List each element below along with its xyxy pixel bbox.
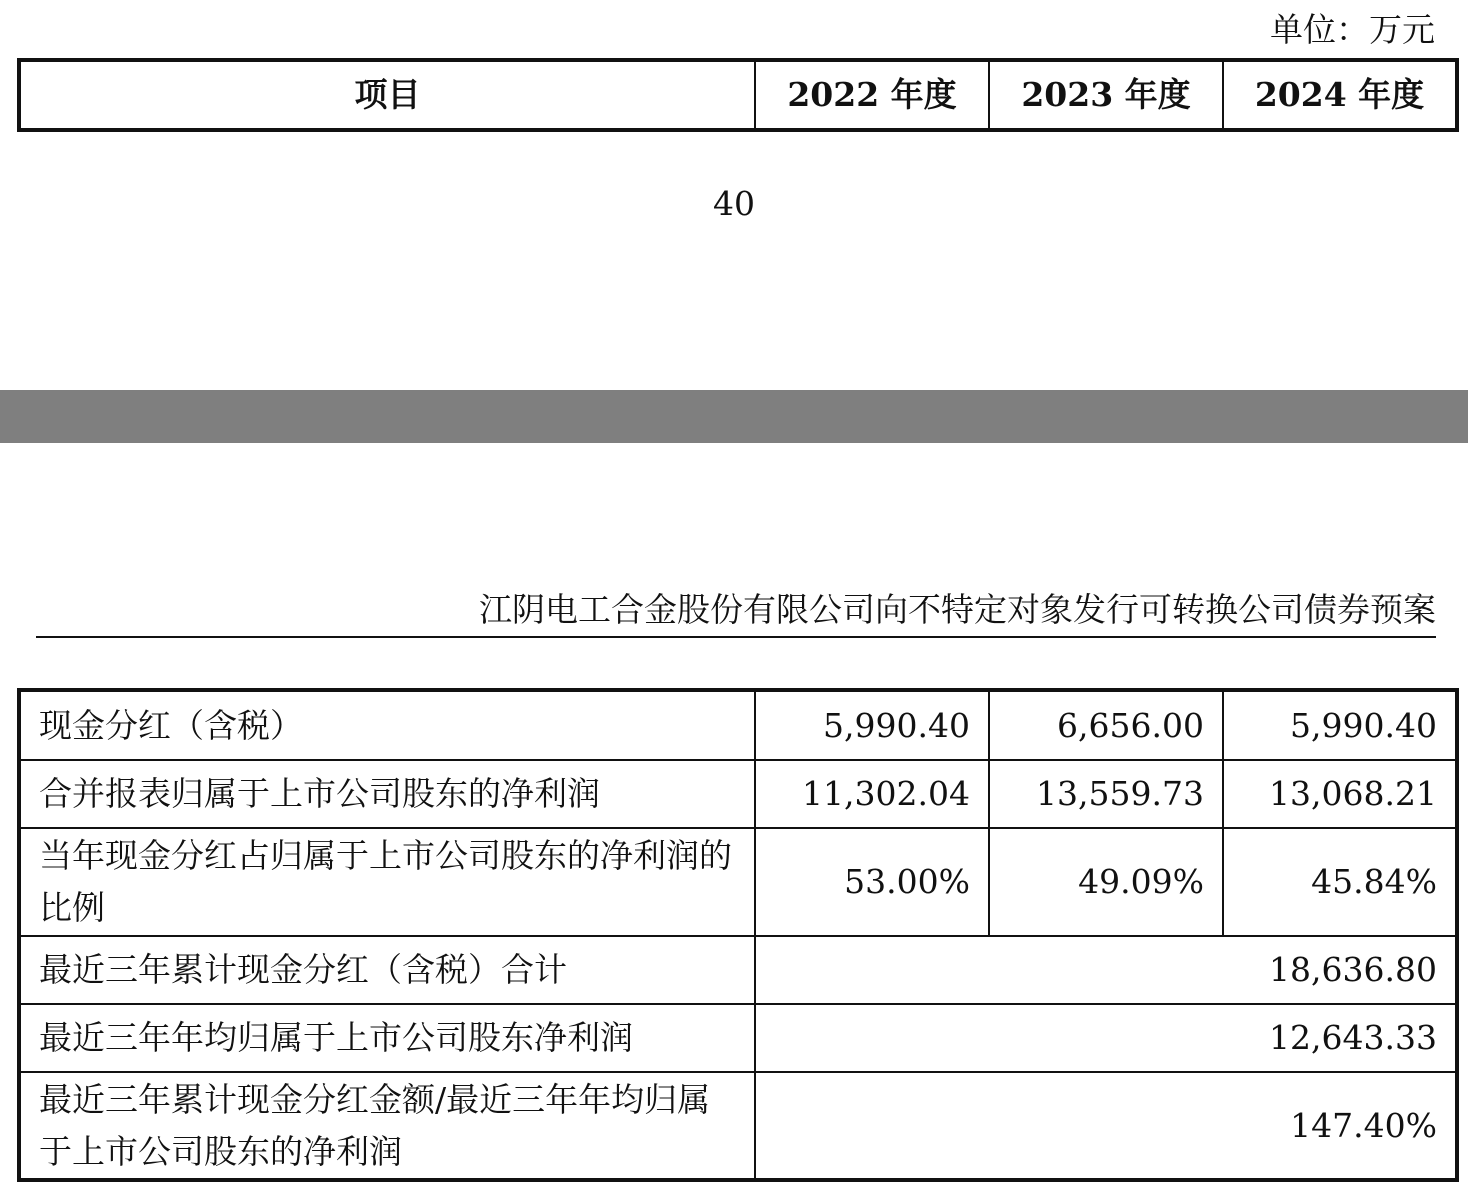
value-2022: 53.00%	[755, 828, 989, 936]
summary-row	[19, 1004, 1457, 1072]
row-label: 现金分红（含税）	[19, 690, 755, 760]
value-2024: 5,990.40	[1223, 690, 1457, 760]
dividend-table	[17, 688, 1459, 1182]
summary-value: 12,643.33	[755, 1004, 1457, 1072]
header-2022: 2022 年度	[755, 60, 989, 130]
summary-label: 最近三年累计现金分红金额/最近三年年均归属于上市公司股东的净利润	[19, 1072, 755, 1180]
value-2023: 13,559.73	[989, 760, 1223, 828]
table-row	[19, 828, 1457, 936]
page-break-divider	[0, 390, 1468, 443]
table-header	[17, 58, 1459, 132]
table-row	[19, 690, 1457, 760]
value-2023: 49.09%	[989, 828, 1223, 936]
page-number: 40	[713, 184, 755, 223]
row-label: 当年现金分红占归属于上市公司股东的净利润的比例	[19, 828, 755, 936]
header-2023: 2023 年度	[989, 60, 1223, 130]
summary-row	[19, 1072, 1457, 1180]
summary-label: 最近三年累计现金分红（含税）合计	[19, 936, 755, 1004]
table-row	[19, 760, 1457, 828]
summary-label: 最近三年年均归属于上市公司股东净利润	[19, 1004, 755, 1072]
header-row	[19, 60, 1457, 130]
value-2022: 11,302.04	[755, 760, 989, 828]
value-2024: 45.84%	[1223, 828, 1457, 936]
document-header-title: 江阴电工合金股份有限公司向不特定对象发行可转换公司债券预案	[36, 586, 1436, 638]
value-2023: 6,656.00	[989, 690, 1223, 760]
unit-label: 单位：万元	[1270, 10, 1435, 49]
summary-value: 147.40%	[755, 1072, 1457, 1180]
summary-value: 18,636.80	[755, 936, 1457, 1004]
row-label: 合并报表归属于上市公司股东的净利润	[19, 760, 755, 828]
value-2022: 5,990.40	[755, 690, 989, 760]
value-2024: 13,068.21	[1223, 760, 1457, 828]
header-item: 项目	[19, 60, 755, 130]
summary-row	[19, 936, 1457, 1004]
header-2024: 2024 年度	[1223, 60, 1457, 130]
